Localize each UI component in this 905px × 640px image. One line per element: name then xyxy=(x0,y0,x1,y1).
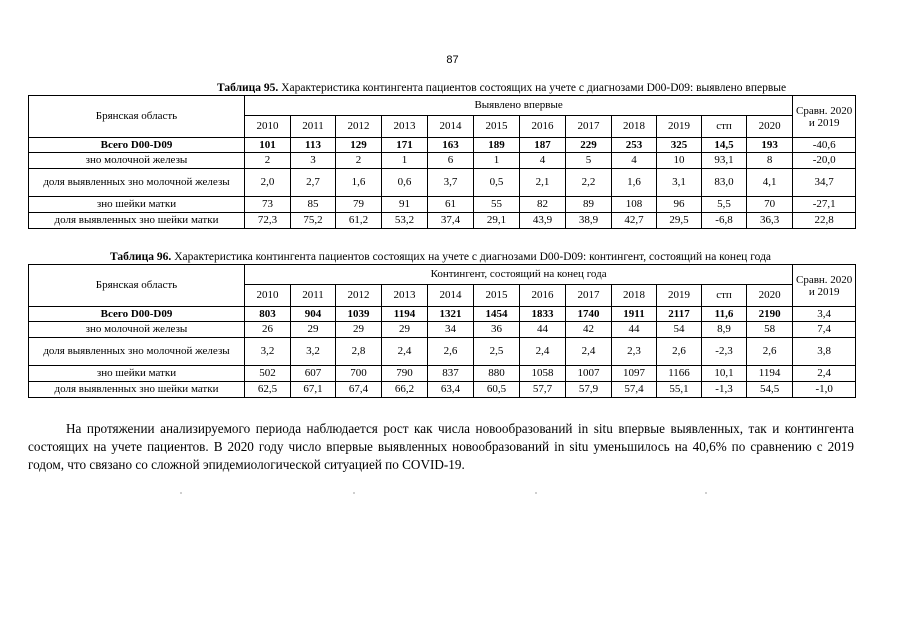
row-label: Всего D00-D09 xyxy=(29,307,245,322)
table-cell: 29,5 xyxy=(657,213,702,229)
table-caption xyxy=(217,82,786,95)
compare-cell: -1,0 xyxy=(793,382,856,398)
compare-cell: 34,7 xyxy=(793,169,856,197)
year-header: 2020 xyxy=(747,116,793,138)
table-cell: 58 xyxy=(747,322,793,338)
compare-cell: -40,6 xyxy=(793,138,856,153)
table-cell: 29 xyxy=(382,322,428,338)
year-header: 2015 xyxy=(474,116,520,138)
table-cell: 57,7 xyxy=(520,382,566,398)
table-cell: 44 xyxy=(520,322,566,338)
table-cell: 790 xyxy=(382,366,428,382)
table-cell: 61,2 xyxy=(336,213,382,229)
compare-cell: 3,8 xyxy=(793,338,856,366)
table-cell: 36,3 xyxy=(747,213,793,229)
year-header: 2017 xyxy=(566,285,612,307)
table-cell: 61 xyxy=(428,197,474,213)
scan-speck xyxy=(535,492,537,494)
table-cell: 29,1 xyxy=(474,213,520,229)
table-cell: 54 xyxy=(657,322,702,338)
table-cell: -2,3 xyxy=(702,338,747,366)
group-header: Выявлено впервые xyxy=(245,96,793,116)
header-row xyxy=(29,265,856,285)
data-table xyxy=(28,264,856,398)
table-cell: 42 xyxy=(566,322,612,338)
table-row xyxy=(29,153,856,169)
table-cell: 62,5 xyxy=(245,382,291,398)
year-header: 2011 xyxy=(291,285,336,307)
table-cell: 2,4 xyxy=(382,338,428,366)
table-cell: 1833 xyxy=(520,307,566,322)
table-cell: 1097 xyxy=(612,366,657,382)
table-cell: 171 xyxy=(382,138,428,153)
scan-speck xyxy=(705,492,707,494)
table-cell: 8,9 xyxy=(702,322,747,338)
table-cell: 37,4 xyxy=(428,213,474,229)
table-cell: 1194 xyxy=(382,307,428,322)
table-cell: 101 xyxy=(245,138,291,153)
year-header: 2014 xyxy=(428,116,474,138)
table-cell: 79 xyxy=(336,197,382,213)
table-cell: 193 xyxy=(747,138,793,153)
region-header: Брянская область xyxy=(29,96,245,138)
table-cell: 67,1 xyxy=(291,382,336,398)
compare-header: Сравн. 2020 и 2019 xyxy=(793,265,856,307)
table-caption-text: Характеристика контингента пациентов состоящих на учете с диагнозами D00-D09: выявлено впервые xyxy=(278,82,787,94)
year-header: 2013 xyxy=(382,116,428,138)
scan-speck xyxy=(180,492,182,494)
table-row xyxy=(29,138,856,153)
year-header: 2012 xyxy=(336,285,382,307)
table-cell: 1194 xyxy=(747,366,793,382)
table-cell: 0,6 xyxy=(382,169,428,197)
table-cell: 502 xyxy=(245,366,291,382)
table-cell: 2190 xyxy=(747,307,793,322)
table-caption xyxy=(110,251,771,264)
table-cell: 73 xyxy=(245,197,291,213)
header-row xyxy=(29,96,856,116)
table-cell: 803 xyxy=(245,307,291,322)
table-cell: 91 xyxy=(382,197,428,213)
table-cell: 3,2 xyxy=(245,338,291,366)
compare-cell: 2,4 xyxy=(793,366,856,382)
year-header: 2019 xyxy=(657,285,702,307)
year-header: 2012 xyxy=(336,116,382,138)
table-cell: 129 xyxy=(336,138,382,153)
table-cell: 34 xyxy=(428,322,474,338)
scan-speck xyxy=(353,492,355,494)
table-cell: 253 xyxy=(612,138,657,153)
table-cell: 3,7 xyxy=(428,169,474,197)
table-row xyxy=(29,169,856,197)
paragraph-text: На протяжении анализируемого периода наблюдается рост как числа новообразований in situ впервые выявленных, так и контингента состоящих на учете пациентов. В 2020 году число впервые выявленных новообразований in situ уменьшилось на 40,6% по сравнению с 2019 годом, что связано со сложной эпидемиологической ситуацией по COVID-19. xyxy=(28,421,854,472)
table-cell: 837 xyxy=(428,366,474,382)
table-cell: 2,2 xyxy=(566,169,612,197)
table-cell: 1007 xyxy=(566,366,612,382)
table-cell: 29 xyxy=(291,322,336,338)
table-cell: 1321 xyxy=(428,307,474,322)
table-cell: 1 xyxy=(474,153,520,169)
table-cell: -6,8 xyxy=(702,213,747,229)
table-row xyxy=(29,307,856,322)
year-header: 2011 xyxy=(291,116,336,138)
table-cell: 2,4 xyxy=(566,338,612,366)
table-cell: 2,0 xyxy=(245,169,291,197)
row-label: доля выявленных зно шейки матки xyxy=(29,213,245,229)
table-cell: 187 xyxy=(520,138,566,153)
year-header: 2013 xyxy=(382,285,428,307)
table-cell: 38,9 xyxy=(566,213,612,229)
table-cell: 2,1 xyxy=(520,169,566,197)
year-header: 2016 xyxy=(520,285,566,307)
table-cell: 55 xyxy=(474,197,520,213)
table-cell: 2,6 xyxy=(747,338,793,366)
table-cell: 2,3 xyxy=(612,338,657,366)
table-cell: 8 xyxy=(747,153,793,169)
year-header: 2014 xyxy=(428,285,474,307)
table-cell: 96 xyxy=(657,197,702,213)
table-cell: 1039 xyxy=(336,307,382,322)
table-cell: 44 xyxy=(612,322,657,338)
table-cell: 43,9 xyxy=(520,213,566,229)
compare-cell: -20,0 xyxy=(793,153,856,169)
table-cell: 700 xyxy=(336,366,382,382)
table-cell: 3 xyxy=(291,153,336,169)
table-cell: 3,1 xyxy=(657,169,702,197)
table-caption-label: Таблица 95. xyxy=(217,82,279,94)
table-cell: 53,2 xyxy=(382,213,428,229)
table-cell: 2,4 xyxy=(520,338,566,366)
row-label: доля выявленных зно шейки матки xyxy=(29,382,245,398)
year-header: 2016 xyxy=(520,116,566,138)
row-label: зно молочной железы xyxy=(29,322,245,338)
table-row xyxy=(29,197,856,213)
table-cell: 75,2 xyxy=(291,213,336,229)
year-header: стп xyxy=(702,116,747,138)
table-cell: 67,4 xyxy=(336,382,382,398)
table-cell: 108 xyxy=(612,197,657,213)
table-cell: 60,5 xyxy=(474,382,520,398)
compare-cell: -27,1 xyxy=(793,197,856,213)
table-cell: 2,8 xyxy=(336,338,382,366)
compare-cell: 7,4 xyxy=(793,322,856,338)
table-cell: 880 xyxy=(474,366,520,382)
compare-header: Сравн. 2020 и 2019 xyxy=(793,96,856,138)
group-header: Контингент, состоящий на конец года xyxy=(245,265,793,285)
table-cell: 82 xyxy=(520,197,566,213)
table-cell: 36 xyxy=(474,322,520,338)
table-cell: 55,1 xyxy=(657,382,702,398)
table-cell: 93,1 xyxy=(702,153,747,169)
table-cell: 4 xyxy=(520,153,566,169)
table-cell: 66,2 xyxy=(382,382,428,398)
table-cell: 607 xyxy=(291,366,336,382)
table-cell: 57,4 xyxy=(612,382,657,398)
table-row xyxy=(29,213,856,229)
year-header: 2017 xyxy=(566,116,612,138)
year-header: 2010 xyxy=(245,116,291,138)
table-cell: 189 xyxy=(474,138,520,153)
table-row xyxy=(29,338,856,366)
table-cell: 2,6 xyxy=(428,338,474,366)
table-cell: 0,5 xyxy=(474,169,520,197)
table-cell: 14,5 xyxy=(702,138,747,153)
table-cell: 1740 xyxy=(566,307,612,322)
table-row xyxy=(29,382,856,398)
table-cell: 63,4 xyxy=(428,382,474,398)
table-cell: 57,9 xyxy=(566,382,612,398)
table-cell: 229 xyxy=(566,138,612,153)
table-cell: 5,5 xyxy=(702,197,747,213)
table-cell: 42,7 xyxy=(612,213,657,229)
table-cell: 2,7 xyxy=(291,169,336,197)
row-label: зно шейки матки xyxy=(29,197,245,213)
year-header: 2015 xyxy=(474,285,520,307)
table-cell: 54,5 xyxy=(747,382,793,398)
table-cell: 2 xyxy=(336,153,382,169)
table-cell: 6 xyxy=(428,153,474,169)
row-label: зно молочной железы xyxy=(29,153,245,169)
row-label: Всего D00-D09 xyxy=(29,138,245,153)
table-cell: 1,6 xyxy=(612,169,657,197)
year-header: 2018 xyxy=(612,116,657,138)
page-number: 87 xyxy=(446,54,459,66)
row-label: зно шейки матки xyxy=(29,366,245,382)
table-caption-text: Характеристика контингента пациентов состоящих на учете с диагнозами D00-D09: контингент, состоящий на конец года xyxy=(171,251,772,263)
table-cell: 10 xyxy=(657,153,702,169)
table-cell: 325 xyxy=(657,138,702,153)
region-header: Брянская область xyxy=(29,265,245,307)
table-cell: 85 xyxy=(291,197,336,213)
table-cell: 5 xyxy=(566,153,612,169)
table-cell: 29 xyxy=(336,322,382,338)
table-cell: 2,5 xyxy=(474,338,520,366)
compare-cell: 22,8 xyxy=(793,213,856,229)
row-label: доля выявленных зно молочной железы xyxy=(29,169,245,197)
table-cell: 163 xyxy=(428,138,474,153)
table-cell: 83,0 xyxy=(702,169,747,197)
compare-cell: 3,4 xyxy=(793,307,856,322)
data-table xyxy=(28,95,856,229)
table-cell: 11,6 xyxy=(702,307,747,322)
table-cell: 113 xyxy=(291,138,336,153)
table-cell: 1454 xyxy=(474,307,520,322)
table-cell: 1 xyxy=(382,153,428,169)
year-header: 2020 xyxy=(747,285,793,307)
table-cell: 3,2 xyxy=(291,338,336,366)
table-row xyxy=(29,366,856,382)
table-row xyxy=(29,322,856,338)
year-header: 2018 xyxy=(612,285,657,307)
table-cell: 1911 xyxy=(612,307,657,322)
table-cell: -1,3 xyxy=(702,382,747,398)
year-header: 2019 xyxy=(657,116,702,138)
table-cell: 4 xyxy=(612,153,657,169)
body-paragraph xyxy=(28,420,854,474)
year-header: стп xyxy=(702,285,747,307)
table-caption-label: Таблица 96. xyxy=(110,251,172,263)
table-cell: 1058 xyxy=(520,366,566,382)
table-cell: 1,6 xyxy=(336,169,382,197)
table-cell: 70 xyxy=(747,197,793,213)
table-cell: 904 xyxy=(291,307,336,322)
table-cell: 72,3 xyxy=(245,213,291,229)
table-cell: 89 xyxy=(566,197,612,213)
table-cell: 2117 xyxy=(657,307,702,322)
row-label: доля выявленных зно молочной железы xyxy=(29,338,245,366)
table-cell: 1166 xyxy=(657,366,702,382)
table-cell: 26 xyxy=(245,322,291,338)
table-cell: 10,1 xyxy=(702,366,747,382)
table-cell: 2,6 xyxy=(657,338,702,366)
table-cell: 2 xyxy=(245,153,291,169)
year-header: 2010 xyxy=(245,285,291,307)
table-cell: 4,1 xyxy=(747,169,793,197)
